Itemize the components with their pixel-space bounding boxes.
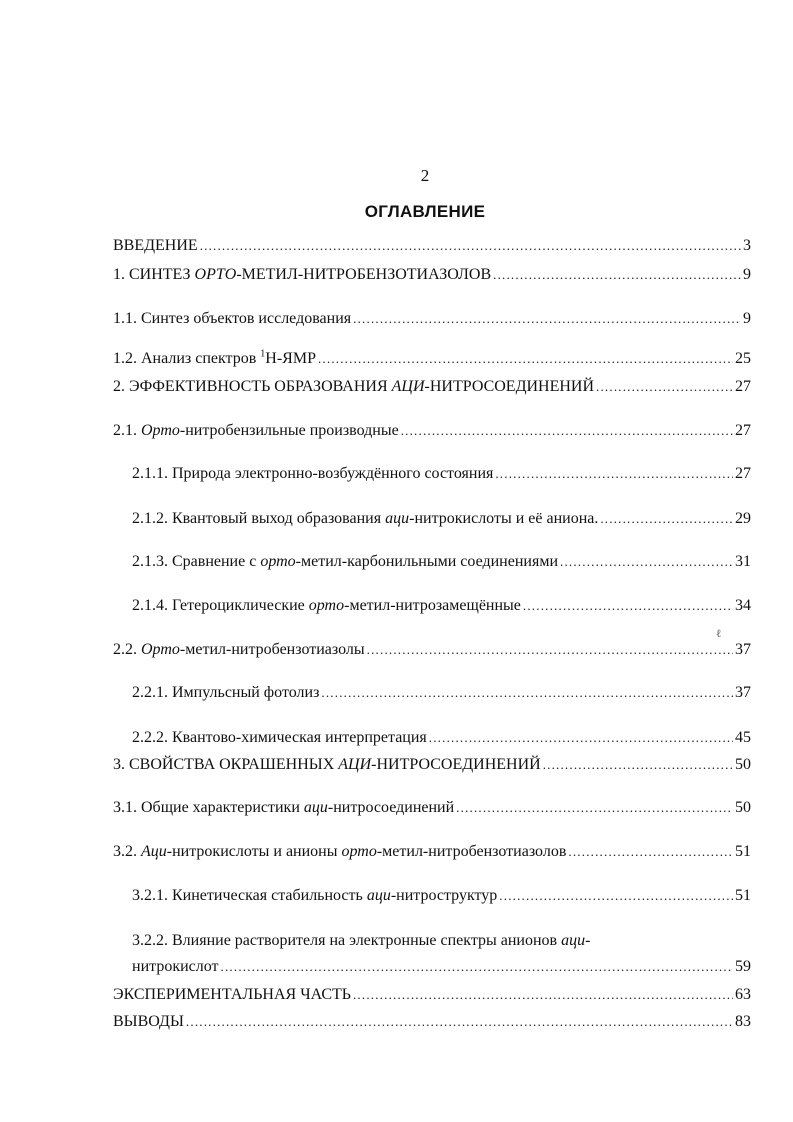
toc-entry[interactable] [113, 377, 751, 397]
toc-entry[interactable] [113, 798, 751, 818]
title-text: 2.1.3. Сравнение с [132, 553, 261, 570]
toc-entry-page: 37 [735, 641, 751, 658]
toc-entry[interactable] [113, 236, 751, 256]
dot-leader [353, 985, 733, 1005]
toc-entry-page: 9 [743, 310, 751, 327]
toc-entry[interactable] [132, 957, 751, 977]
title-text: 1.1. Синтез объектов исследования [113, 310, 352, 327]
title-text: Н-ЯМР [265, 350, 316, 367]
italic-text: аци [385, 510, 410, 527]
toc-entry-page: 9 [743, 266, 751, 283]
toc-entry-title [113, 1012, 184, 1032]
italic-text: Орто [141, 422, 180, 439]
toc-entry[interactable] [113, 421, 751, 441]
dot-leader [495, 464, 733, 484]
italic-text: аци [303, 799, 328, 816]
title-text: -метил-нитробензотиазолов [376, 843, 567, 860]
title-text: -НИТРОСОЕДИНЕНИЙ [371, 756, 541, 773]
title-text: ЭКСПЕРИМЕНТАЛЬНАЯ ЧАСТЬ [113, 986, 351, 1003]
dot-leader [321, 683, 733, 703]
toc-entry-page: 51 [735, 843, 751, 860]
title-text: -нитрокислоты и анионы [166, 843, 342, 860]
toc-entry-title [113, 421, 399, 441]
italic-text: аци [366, 887, 391, 904]
dot-leader [221, 957, 733, 977]
dot-leader [186, 1012, 733, 1032]
dot-leader [600, 509, 733, 529]
dot-leader [499, 886, 733, 906]
title-text: 2.2. [113, 641, 141, 658]
toc-entry-title [113, 798, 454, 818]
toc-entry[interactable] [113, 349, 751, 369]
toc-entry-page: 50 [735, 799, 751, 816]
toc-entry[interactable] [113, 1012, 751, 1032]
toc-entry-title [132, 728, 427, 748]
dot-leader [493, 265, 741, 285]
dot-leader [353, 309, 741, 329]
toc-entry-title [113, 309, 351, 329]
title-text: 2.1.2. Квантовый выход образования [132, 510, 386, 527]
title-text: ВВЕДЕНИЕ [113, 237, 198, 254]
toc-entry-page: 27 [735, 378, 751, 395]
title-text: 3.2.2. Влияние растворителя на электронные спектры анионов [132, 932, 562, 949]
title-text: 1. СИНТЕЗ [113, 266, 195, 283]
toc-entry-page: 51 [735, 887, 751, 904]
page-number: 2 [420, 166, 430, 185]
italic-text: орто [260, 553, 296, 570]
title-text: 2.2.2. Квантово-химическая интерпретация [132, 729, 427, 746]
italic-text: АЦИ [391, 378, 425, 395]
dot-leader [543, 755, 733, 775]
toc-entry-title [132, 552, 558, 572]
toc-entry[interactable] [132, 552, 751, 572]
dot-leader [596, 377, 733, 397]
toc-entry[interactable] [132, 509, 751, 529]
page-title: ОГЛАВЛЕНИЕ [364, 202, 486, 221]
toc-entry-page: 27 [735, 465, 751, 482]
toc-entry-page: 45 [735, 729, 751, 746]
title-text: -НИТРОСОЕДИНЕНИЙ [424, 378, 595, 395]
toc-entry-title [132, 957, 219, 977]
toc-entry-title [132, 464, 493, 484]
title-text: -нитросоединений [327, 799, 455, 816]
toc-entry-page: 50 [735, 756, 751, 773]
dot-leader [568, 842, 733, 862]
italic-text: Орто [141, 641, 180, 658]
toc-entry[interactable] [132, 464, 751, 484]
title-text: 3. СВОЙСТВА ОКРАШЕННЫХ [113, 756, 339, 773]
title-text: 3.1. Общие характеристики [113, 799, 304, 816]
toc-entry-title [113, 265, 491, 285]
toc-entry-page: 3 [743, 237, 751, 254]
toc-entry[interactable] [113, 640, 751, 660]
toc-entry-title [132, 509, 598, 529]
title-text: 2.2.1. Импульсный фотолиз [132, 684, 320, 701]
toc-entry[interactable] [113, 755, 751, 775]
title-text: -нитроструктур [390, 887, 498, 904]
dot-leader [560, 552, 733, 572]
toc-entry[interactable] [132, 886, 751, 906]
dot-leader [523, 596, 733, 616]
toc-entry-title [113, 236, 198, 256]
toc-entry-page: 25 [735, 350, 751, 367]
dot-leader [318, 349, 733, 369]
italic-text: орто [341, 843, 377, 860]
scan-mark: ℓ [716, 628, 722, 640]
toc-entry-page: 59 [735, 958, 751, 975]
toc-entry[interactable] [113, 265, 751, 285]
toc-entry-page: 29 [735, 510, 751, 527]
title-text: 2.1.4. Гетероциклические [132, 597, 309, 614]
dot-leader [200, 236, 741, 256]
dot-leader [429, 728, 733, 748]
dot-leader [401, 421, 733, 441]
title-text: 3.2. [113, 843, 141, 860]
title-text: 1.2. Анализ спектров [113, 350, 261, 367]
italic-text: орто [308, 597, 345, 614]
italic-text: аци [561, 932, 586, 949]
toc-entry[interactable] [132, 728, 751, 748]
toc-entry[interactable] [113, 985, 751, 1005]
toc-entry-page: 63 [735, 986, 751, 1003]
toc-entry-title [132, 886, 497, 906]
italic-text: АЦИ [338, 756, 372, 773]
title-text: -МЕТИЛ-НИТРОБЕНЗОТИАЗОЛОВ [236, 266, 492, 283]
toc-entry-title-first-line[interactable] [132, 931, 590, 951]
title-text: 3.2.1. Кинетическая стабильность [132, 887, 367, 904]
dot-leader [367, 640, 733, 660]
title-text: -нитрокислоты и её аниона. [409, 510, 599, 527]
italic-text: Аци [141, 843, 167, 860]
title-text: -метил-нитробензотиазолы [179, 641, 365, 658]
toc-entry-title [113, 755, 541, 775]
title-text: - [585, 932, 591, 949]
toc-entry-title [132, 683, 319, 703]
toc-entry-title [113, 985, 351, 1005]
toc-entry[interactable] [113, 309, 751, 329]
toc-entry[interactable] [113, 842, 751, 862]
italic-text: ОРТО [194, 266, 237, 283]
toc-entry-title [113, 377, 594, 397]
toc-entry-title [113, 349, 316, 369]
title-text: 2.1. [113, 422, 141, 439]
toc-entry-page: 27 [735, 422, 751, 439]
toc-entry[interactable] [132, 596, 751, 616]
toc-entry[interactable] [132, 683, 751, 703]
title-text: нитрокислот [132, 958, 219, 975]
toc-entry-title [132, 596, 521, 616]
dot-leader [456, 798, 733, 818]
title-text: 2.1.1. Природа электронно-возбуждённого состояния [132, 465, 494, 482]
toc-entry-title [113, 842, 566, 862]
title-text: -метил-нитрозамещённые [344, 597, 521, 614]
title-text: -метил-карбонильными соединениями [295, 553, 558, 570]
title-text: 2. ЭФФЕКТИВНОСТЬ ОБРАЗОВАНИЯ [113, 378, 392, 395]
toc-entry-page: 83 [735, 1013, 751, 1030]
toc-entry-page: 37 [735, 684, 751, 701]
toc-entry-page: 31 [735, 553, 751, 570]
toc-entry-page: 34 [735, 597, 751, 614]
title-text: -нитробензильные производные [179, 422, 399, 439]
title-text: ВЫВОДЫ [113, 1013, 184, 1030]
toc-entry-title [113, 640, 365, 660]
superscript-text: 1 [260, 348, 266, 360]
